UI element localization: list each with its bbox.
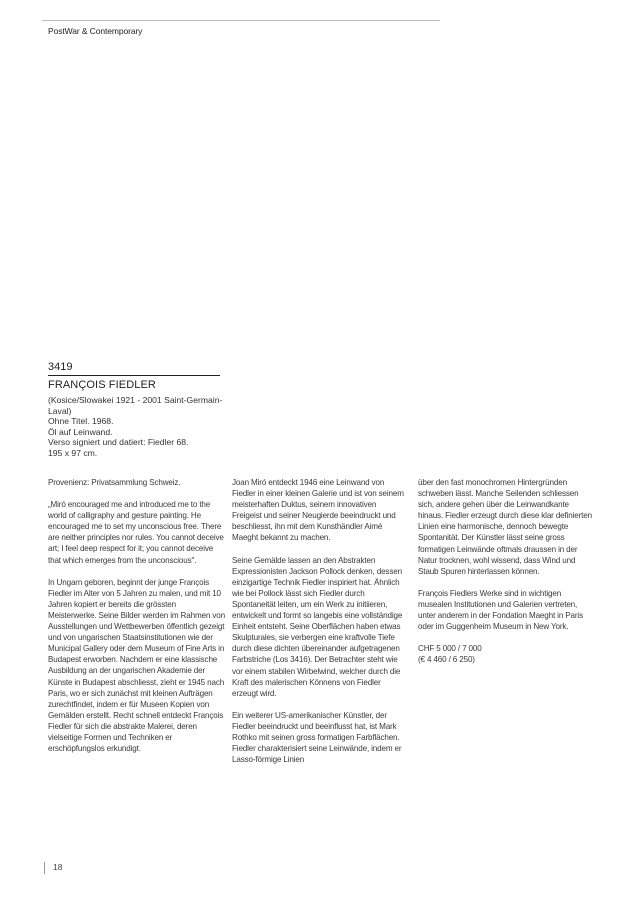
quote: „Miró encouraged me and introduced me to the world of calligraphy and gesture painting. He encouraged me to set my unconscious free. There are neither principles nor rules. You cannot deceive art; I feel deep respect for it; you cannot deceive that which emerges from the unconscious". bbox=[48, 500, 224, 565]
footer-rule bbox=[44, 862, 45, 874]
section-title: PostWar & Contemporary bbox=[48, 26, 143, 36]
artwork-title: Ohne Titel. 1968. bbox=[48, 416, 114, 427]
artwork-dimensions: 195 x 97 cm. bbox=[48, 447, 98, 458]
body-paragraph: über den fast monochromen Hintergründen schweben lässt. Manche Seilenden schliessen sich, andere gehen über die Leinwandkante hinaus. Fiedler erzeugt durch diese klar definierten Linien eine harmonische, dennoch bewegte Spontanität. Der Künstler lässt seine gross formatigen Leinwände oftmals draussen in der Natur trocknen, wohl wissend, dass Wind und Staub Spuren hinterlassen können. bbox=[418, 478, 592, 576]
lot-rule bbox=[48, 375, 220, 376]
body-paragraph: Seine Gemälde lassen an den Abstrakten Expressionisten Jackson Pollock denken, dessen einzigartige Technik Fiedler inspiriert hat. Ähnlich wie bei Pollock lässt sich Fiedler durch Spontaneität leiten, um ein Werk zu initiieren, entwickelt und formt so langebis eine vollständige Einheit entsteht. Seine Oberflächen haben etwas Skulpturales, sie verbergen eine kraftvolle Tiefe durch diese dichten übereinander aufgetragenen Farbstriche (Los 3416). Der Betrachter steht wie vor einem stabilen Wirbelwind, welcher durch die Kraft des malerischen Könnens von Fiedler erzeugt wird. bbox=[232, 555, 403, 698]
artwork-signature: Verso signiert und datiert: Fiedler 68. bbox=[48, 437, 189, 448]
provenance: Provenienz: Privatsammlung Schweiz. bbox=[48, 478, 181, 487]
text-column-3 bbox=[418, 477, 592, 676]
lot-number: 3419 bbox=[48, 361, 73, 373]
artist-dates: (Kosice/Slowakei 1921 - 2001 Saint-Germain-Laval) bbox=[48, 395, 223, 416]
artwork-medium: Öl auf Leinwand. bbox=[48, 426, 113, 437]
lot-details bbox=[48, 395, 228, 459]
page-number: 18 bbox=[53, 862, 63, 872]
body-paragraph: Joan Miró entdeckt 1946 eine Leinwand von Fiedler in einer kleinen Galerie und ist von seinem meisterhaften Duktus, seinem innovativen Freigeist und seiner Neugierde beeindruckt und beschliesst, ihn mit dem Kunsthändler Aimé Maeght bekannt zu machen. bbox=[232, 478, 404, 543]
body-paragraph: Ein weiterer US-amerikanischer Künstler, der Fiedler beeindruckt und beeinflusst hat, ist Mark Rothko mit seinen gross formatigen Farbflächen. Fiedler charakterisiert seine Leinwände, indem er Lasso-förmige Linien bbox=[232, 710, 402, 765]
text-column-1 bbox=[48, 477, 226, 765]
estimate: CHF 5 000 / 7 000 (€ 4 460 / 6 250) bbox=[418, 644, 482, 665]
header-rule bbox=[42, 20, 440, 21]
artist-name: FRANÇOIS FIEDLER bbox=[48, 379, 156, 391]
body-paragraph: In Ungarn geboren, beginnt der junge François Fiedler im Alter von 5 Jahren zu malen, und mit 10 Jahren kopiert er bereits die grössten Meisterwerke. Seine Bilder werden im Rahmen von Ausstellungen und Wettbewerben öffentlich gezeigt und von ungarischen Staatsinstitutionen wie der Municipal Gallery oder dem Museum of Fine Arts in Budapest erworben. Nachdem er eine klassische Ausbildung an der ungarischen Akademie der Künste in Budapest abschliesst, zieht er 1945 nach Paris, wo er sich zunächst mit kleinen Aufträgen zurechtfindet, indem er für Museen Kopien von Gemälden erstellt. Recht schnell entdeckt François Fiedler für sich die abstrakte Malerei, deren vielseitige Formen und Techniken er erschöpfungslos erkundigt. bbox=[48, 577, 225, 754]
body-paragraph: François Fiedlers Werke sind in wichtigen musealen Institutionen und Galerien vertreten, unter anderem in der Fondation Maeght in Paris oder im Guggenheim Museum in New York. bbox=[418, 588, 583, 632]
text-column-2 bbox=[232, 477, 408, 776]
